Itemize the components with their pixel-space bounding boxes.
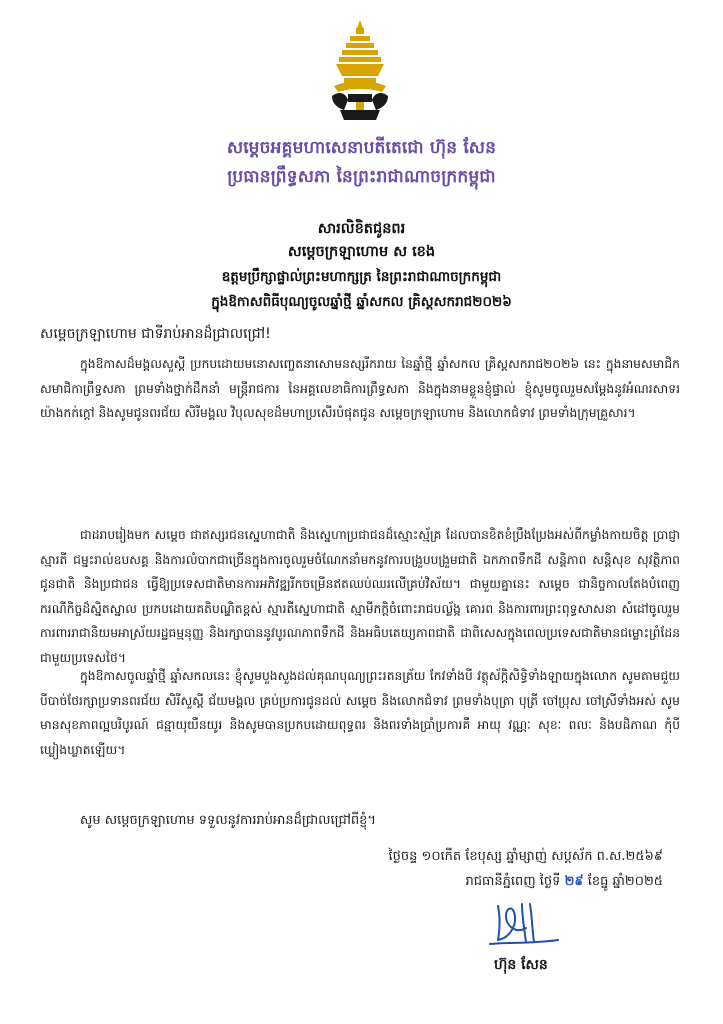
body-paragraph: ជាដរាបរៀងមក សម្តេច ជាឥស្សរជនស្នេហាជាតិ និងស្នេហាប្រជាជនដ៏ស្មោះស្ម័គ្រ ដែលបានខិតខំប្រឹងប្រែងអស់ពីកម្លាំងកាយចិត្ត ប្រាជ្ញា ស្មារតី ជម្នះរាល់ឧបសគ្គ និងការលំបាកជាច្រើនក្នុងការចូលរួមចំណែកនាំមកនូវការបង្រួបបង្រួមជាតិ ឯកភាពទឹកដី សន្តិភាព សន្តិសុខ សុវត្ថិភាព ជូនជាតិ និងប្រជាជន ធ្វើឱ្យប្រទេសជាតិមានការអភិវឌ្ឍរីកចម្រើនឥតឈប់ឈរលើគ្រប់វិស័យ។ ជាមួយគ្នានេះ សម្តេច ជានិច្ចកាលតែងបំពេញករណីកិច្ចដ៏ស្និតស្នាល ប្រកបដោយគតិបណ្ឌិតខ្ពស់ ស្មារតីស្នេហាជាតិ ស្មាមីភក្តិចំពោះរាជបល្ល័ង្ក គោរព និងការពារព្រះពុទ្ធសាសនា សំដៅចូលរួមការពាររាជានិយមអាស្រ័យរដ្ឋធម្មនុញ្ញ និងរក្សាបាននូវបូរណភាពទឹកដី និងអធិបតេយ្យភាពជាតិ ជាពិសេសក្នុងពេលប្រទេសជាតិមានជម្លោះព្រំដែនជាមួយប្រទេសថៃ។ — [40, 528, 680, 665]
body-paragraph: ក្នុងឱកាសចូលឆ្នាំថ្មី ឆ្នាំសកលនេះ ខ្ញុំសូមបួងសួងដល់គុណបុណ្យព្រះរតនត្រ័យ កែវទាំងបី វត្ថុស័ក្តិសិទ្ធិទាំងឡាយក្នុងលោក សូមតាមជួយបីបាច់ថែរក្សាប្រទានពរជ័យ សិរីសួស្តី ជ័យមង្គល គ្រប់ប្រការជូនដល់ សម្តេច និងលោកជំទាវ ព្រមទាំងបុត្រា បុត្រី ចៅប្រុស ចៅស្រីទាំងអស់ សូមមានសុខភាពល្អបរិបូរណ៍ ជន្មាយុយឺនយូរ និងសូមបានប្រកបដោយពុទ្ធពរ និងពរទាំងប្រាំប្រការគឺ អាយុ វណ្ណៈ សុខៈ ពលៈ និងបដិភាណ កុំបីឃ្លៀងឃ្លាតឡើយ។ — [40, 669, 680, 757]
sender-title: ប្រធានព្រឹទ្ធសភា នៃព្រះរាជាណាចក្រកម្ពុជា — [227, 167, 496, 187]
letter-title: សារលិខិតជូនពរ — [317, 221, 406, 237]
solar-date-day: ២៩ — [564, 874, 584, 889]
closing-line: សូម សម្តេចក្រឡាហោម ទទួលនូវការរាប់អានដ៏ជ្រាលជ្រៅពីខ្ញុំ។ — [80, 813, 377, 828]
solar-date — [466, 873, 663, 892]
occasion-line: ក្នុងឱកាសពិធីបុណ្យចូលឆ្នាំថ្មី ឆ្នាំសកល គ្រិស្តសករាជ២០២៦ — [211, 294, 512, 310]
solar-date-prefix: រាជធានីភ្នំពេញ ថ្ងៃទី — [465, 874, 561, 889]
recipient-position: ឧត្តមប្រឹក្សាផ្ទាល់ព្រះមហាក្សត្រ នៃព្រះរាជាណាចក្រកម្ពុជា — [221, 269, 502, 285]
salutation: សម្តេចក្រឡាហោម ជាទីរាប់អានដ៏ជ្រាលជ្រៅ! — [40, 326, 271, 342]
signer-name: ហ៊ុន សែន — [494, 957, 548, 973]
sender-name: សម្តេចអគ្គមហាសេនាបតីតេជោ ហ៊ុន សែន — [226, 138, 497, 158]
recipient-name: សម្តេចក្រឡាហោម ស ខេង — [287, 244, 436, 260]
body-paragraph: ក្នុងឱកាសដ៏មង្គលសួស្តី ប្រកបដោយមនោសញ្ចេតនាសោមនស្សរីករាយ នៃឆ្នាំថ្មី ឆ្នាំសកល គ្រិស្តសករាជ២០២៦ នេះ ក្នុងនាមសមាជិក សមាជិកាព្រឹទ្ធសភា ព្រមទាំងថ្នាក់ដឹកនាំ មន្ត្រីរាជការ នៃអគ្គលេខាធិការព្រឹទ្ធសភា និងក្នុងនាមខ្លួនខ្ញុំផ្ទាល់ ខ្ញុំសូមចូលរួមសម្តែងនូវអំណរសាទរយ៉ាងកក់ក្តៅ និងសូមជូនពរជ័យ សិរីមង្គល វិបុលសុខដ៏មហាប្រសើរបំផុតជូន សម្តេចក្រឡាហោម និងលោកជំទាវ ព្រមទាំងក្រុមគ្រួសារ។ — [40, 357, 680, 420]
solar-date-suffix: ខែធ្នូ ឆ្នាំ២០២៥ — [587, 874, 663, 889]
lunar-date: ថ្ងៃចន្ទ ១០កើត ខែបុស្ស ឆ្នាំម្សាញ់ សប្តស័ក ព.ស.២៥៦៩ — [388, 849, 663, 864]
handwritten-signature — [486, 898, 566, 950]
royal-emblem-icon — [326, 18, 394, 124]
